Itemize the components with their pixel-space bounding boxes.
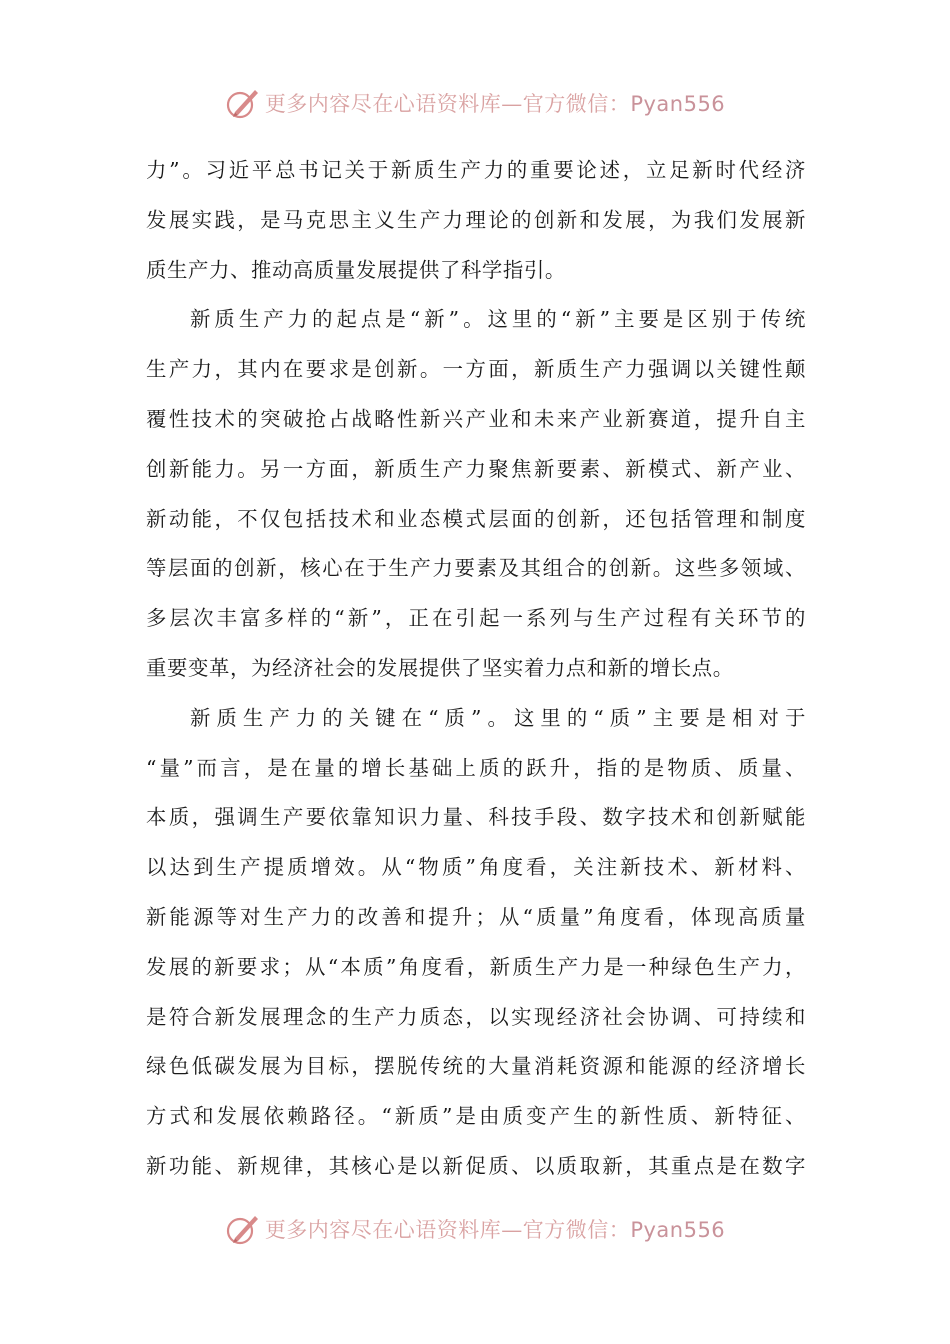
text-line: 力”。习近平总书记关于新质生产力的重要论述，立足新时代经济 xyxy=(146,158,806,182)
text-line: “量”而言，是在量的增长基础上质的跃升，指的是物质、质量、 xyxy=(146,755,806,780)
text-line: 生产力，其内在要求是创新。一方面，新质生产力强调以关键性颠 xyxy=(146,357,806,382)
text-line: 重要变革，为经济社会的发展提供了坚实着力点和新的增长点。 xyxy=(146,655,734,680)
pen-logo-icon xyxy=(225,1212,261,1246)
watermark-text: 更多内容尽在心语资料库—官方微信：Pyan556 xyxy=(264,92,726,116)
article-body xyxy=(146,146,806,1192)
text-line: 创新能力。另一方面，新质生产力聚焦新要素、新模式、新产业、 xyxy=(146,456,806,481)
wechat-id: Pyan556 xyxy=(630,1218,726,1242)
text-line: 等层面的创新，核心在于生产力要素及其组合的创新。这些多领域、 xyxy=(146,556,806,581)
footer-watermark-banner xyxy=(0,1209,950,1249)
text-line: 绿色低碳发展为目标，摆脱传统的大量消耗资源和能源的经济增长 xyxy=(146,1054,806,1079)
text-line: 是符合新发展理念的生产力质态，以实现经济社会协调、可持续和 xyxy=(146,1004,806,1029)
text-line: 覆性技术的突破抢占战略性新兴产业和未来产业新赛道，提升自主 xyxy=(146,406,806,431)
text-line: 新动能，不仅包括技术和业态模式层面的创新，还包括管理和制度 xyxy=(146,506,806,531)
text-line: 新功能、新规律，其核心是以新促质、以质取新，其重点是在数字 xyxy=(146,1153,806,1178)
header-watermark-banner xyxy=(0,83,950,123)
text-line: 多层次丰富多样的“新”，正在引起一系列与生产过程有关环节的 xyxy=(146,606,806,631)
text-line: 发展的新要求；从“本质”角度看，新质生产力是一种绿色生产力， xyxy=(146,954,806,979)
text-line: 新质生产力的起点是“新”。这里的“新”主要是区别于传统 xyxy=(190,307,806,332)
text-line: 发展实践，是马克思主义生产力理论的创新和发展，为我们发展新 xyxy=(146,207,806,232)
pen-logo-icon xyxy=(225,86,261,120)
text-line: 质生产力、推动高质量发展提供了科学指引。 xyxy=(146,257,566,282)
wechat-id: Pyan556 xyxy=(630,92,726,116)
text-line: 本质，强调生产要依靠知识力量、科技手段、数字技术和创新赋能 xyxy=(146,805,806,830)
text-line: 以达到生产提质增效。从“物质”角度看，关注新技术、新材料、 xyxy=(146,855,806,880)
text-line: 新能源等对生产力的改善和提升；从“质量”角度看，体现高质量 xyxy=(146,904,806,929)
text-line: 新质生产力的关键在“质”。这里的“质”主要是相对于 xyxy=(190,705,806,730)
watermark-text: 更多内容尽在心语资料库—官方微信：Pyan556 xyxy=(264,1218,726,1242)
text-line: 方式和发展依赖路径。“新质”是由质变产生的新性质、新特征、 xyxy=(146,1104,806,1129)
